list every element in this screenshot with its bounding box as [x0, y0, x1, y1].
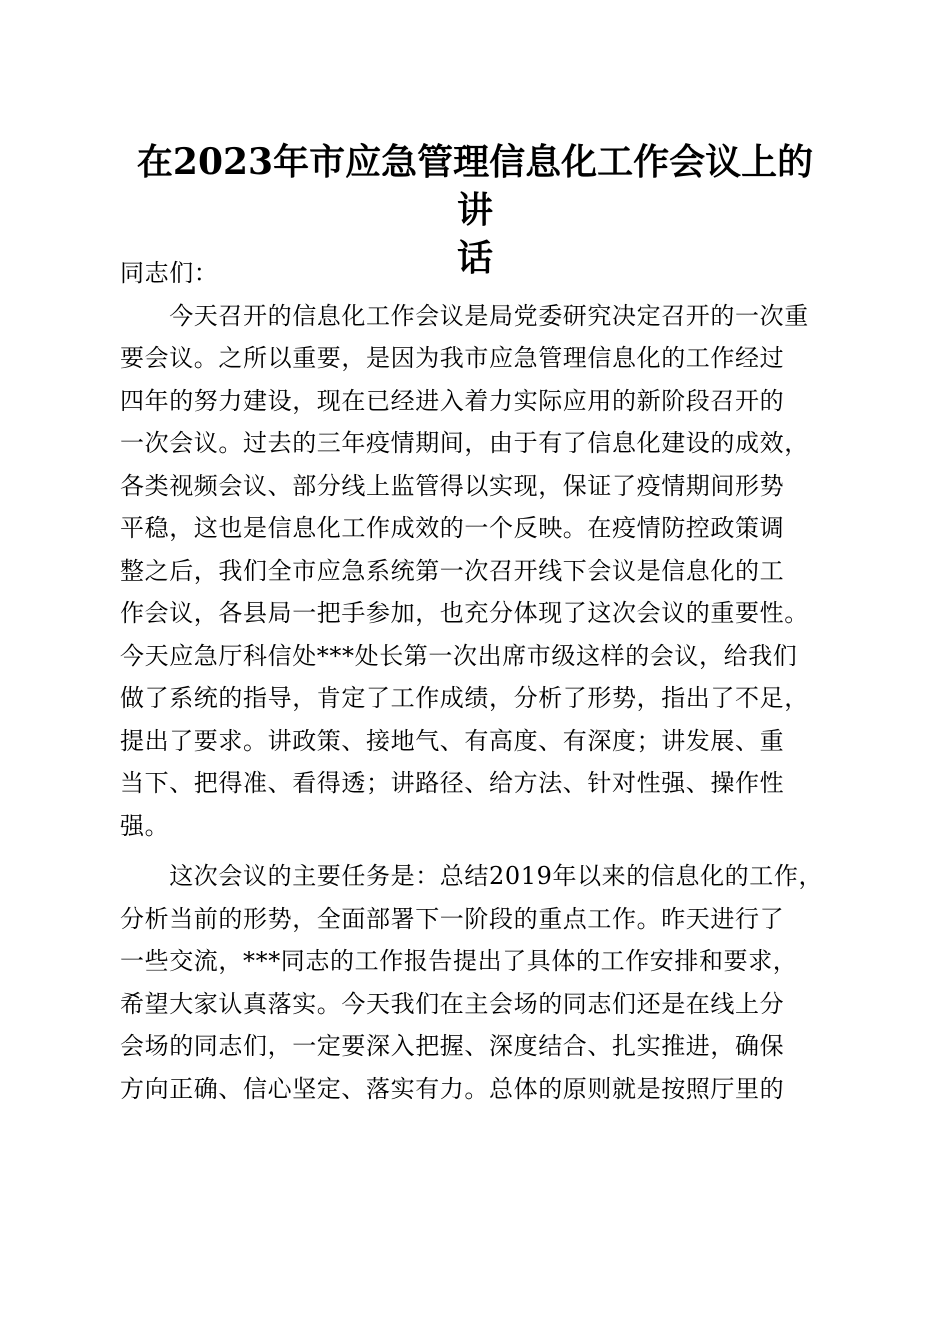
paragraph-line: 强。	[120, 811, 170, 840]
paragraph-line: 一次会议。过去的三年疫情期间，由于有了信息化建设的成效，	[120, 429, 809, 457]
title-line-1: 在2023年市应急管理信息化工作会议上的讲	[136, 141, 814, 231]
paragraph-line: 希望大家认真落实。今天我们在主会场的同志们还是在线上分	[120, 989, 785, 1018]
paragraph-gap	[120, 847, 832, 855]
salutation: 同志们：	[120, 259, 219, 287]
paragraph-line: 会场的同志们，一定要深入把握、深度结合、扎实推进，确保	[120, 1032, 785, 1060]
paragraph-line: 当下、把得准、看得透；讲路径、给方法、针对性强、操作性	[120, 769, 785, 797]
paragraph-line: 整之后，我们全市应急系统第一次召开线下会议是信息化的工	[120, 556, 785, 585]
paragraph-line: 要会议。之所以重要，是因为我市应急管理信息化的工作经过	[120, 344, 785, 372]
paragraph-2	[120, 855, 832, 1110]
paragraph-line: 一些交流，***同志的工作报告提出了具体的工作安排和要求，	[120, 947, 798, 975]
paragraph-line: 今天召开的信息化工作会议是局党委研究决定召开的一次重	[120, 301, 809, 330]
paragraph-line: 方向正确、信心坚定、落实有力。总体的原则就是按照厅里的	[120, 1074, 785, 1103]
paragraph-line: 各类视频会议、部分线上监管得以实现，保证了疫情期间形势	[120, 471, 785, 500]
document-body	[120, 252, 832, 1110]
paragraph-line: 四年的努力建设，现在已经进入着力实际应用的新阶段召开的	[120, 386, 785, 415]
title-line-2: 话	[456, 237, 493, 279]
paragraph-line: 分析当前的形势，全面部署下一阶段的重点工作。昨天进行了	[120, 904, 785, 933]
paragraph-line: 作会议，各县局一把手参加，也充分体现了这次会议的重要性。	[120, 599, 809, 627]
paragraph-line: 这次会议的主要任务是：总结2019年以来的信息化的工作，	[120, 862, 824, 890]
paragraph-line: 做了系统的指导，肯定了工作成绩，分析了形势，指出了不足，	[120, 684, 809, 712]
paragraph-1	[120, 295, 832, 848]
paragraph-line: 提出了要求。讲政策、接地气、有高度、有深度；讲发展、重	[120, 726, 785, 755]
paragraph-line: 今天应急厅科信处***处长第一次出席市级这样的会议，给我们	[120, 641, 798, 670]
paragraph-line: 平稳，这也是信息化工作成效的一个反映。在疫情防控政策调	[120, 514, 785, 542]
